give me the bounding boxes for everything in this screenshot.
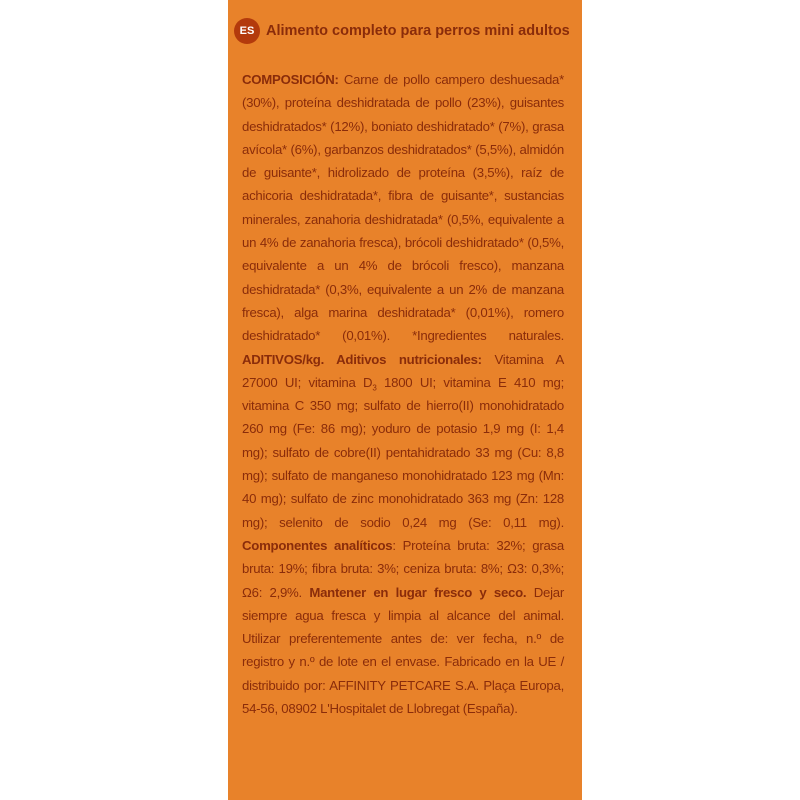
- storage-text: Dejar siempre agua fresca y limpia al alcance del animal. Utilizar preferentemente antes de: ver fecha, n.º de registro y n.º de lote en el envase. Fabricado en la UE / distribuido por: AFFINITY PETCARE S.A. Plaça Europa, 54-56, 08902 L'Hospitalet de Llobregat (España).: [242, 584, 564, 717]
- label-body-text: [242, 68, 564, 720]
- language-badge: ES: [234, 18, 260, 44]
- product-title: Alimento completo para perros mini adultos: [266, 23, 570, 39]
- additives-text-start: Vitamina A 27000 UI; vitamina D: [242, 351, 564, 390]
- additives-text-end: 1800 UI; vitamina E 410 mg; vitamina C 350 mg; sulfato de hierro(II) monohidratado 260 mg (Fe: 86 mg); yoduro de potasio 1,9 mg (I: 1,4 mg); sulfato de cobre(II) pentahidratado 33 mg (Cu: 8,8 mg); sulfato de manganeso monohidratado 123 mg (Mn: 40 mg); sulfato de zinc monohidratado 363 mg (Zn: 128 mg); selenito de sodio 0,24 mg (Se: 0,11 mg).: [242, 374, 564, 530]
- vitamin-d-subscript: 3: [372, 383, 377, 393]
- analytical-heading: Componentes analíticos: [242, 537, 393, 553]
- composition-text: Carne de pollo campero deshuesada* (30%), proteína deshidratada de pollo (23%), guisantes deshidratados* (12%), boniato deshidratado* (7%), grasa avícola* (6%), garbanzos deshidratados* (5,5%), almidón de guisante*, hidrolizado de proteína (3,5%), raíz de achicoria deshidratada*, fibra de guisante*, sustancias minerales, zanahoria deshidratada* (0,5%, equivalente a un 4% de zanahoria fresca), brócoli deshidratado* (0,5%, equivalente a un 4% de brócoli fresco), manzana deshidratada* (0,3%, equivalente a un 2% de manzana fresca), alga marina deshidratada* (0,01%), romero deshidratado* (0,01%). *Ingredientes naturales.: [242, 72, 565, 344]
- label-panel: [228, 0, 582, 800]
- additives-heading: ADITIVOS/kg. Aditivos nutricionales:: [242, 351, 482, 367]
- composition-heading: COMPOSICIÓN:: [242, 72, 339, 87]
- analytical-text: : Proteína bruta: 32%; grasa bruta: 19%; fibra bruta: 3%; ceniza bruta: 8%; Ω3: 0,3%; Ω6: 2,9%.: [242, 537, 564, 600]
- storage-heading: Mantener en lugar fresco y seco.: [309, 584, 527, 600]
